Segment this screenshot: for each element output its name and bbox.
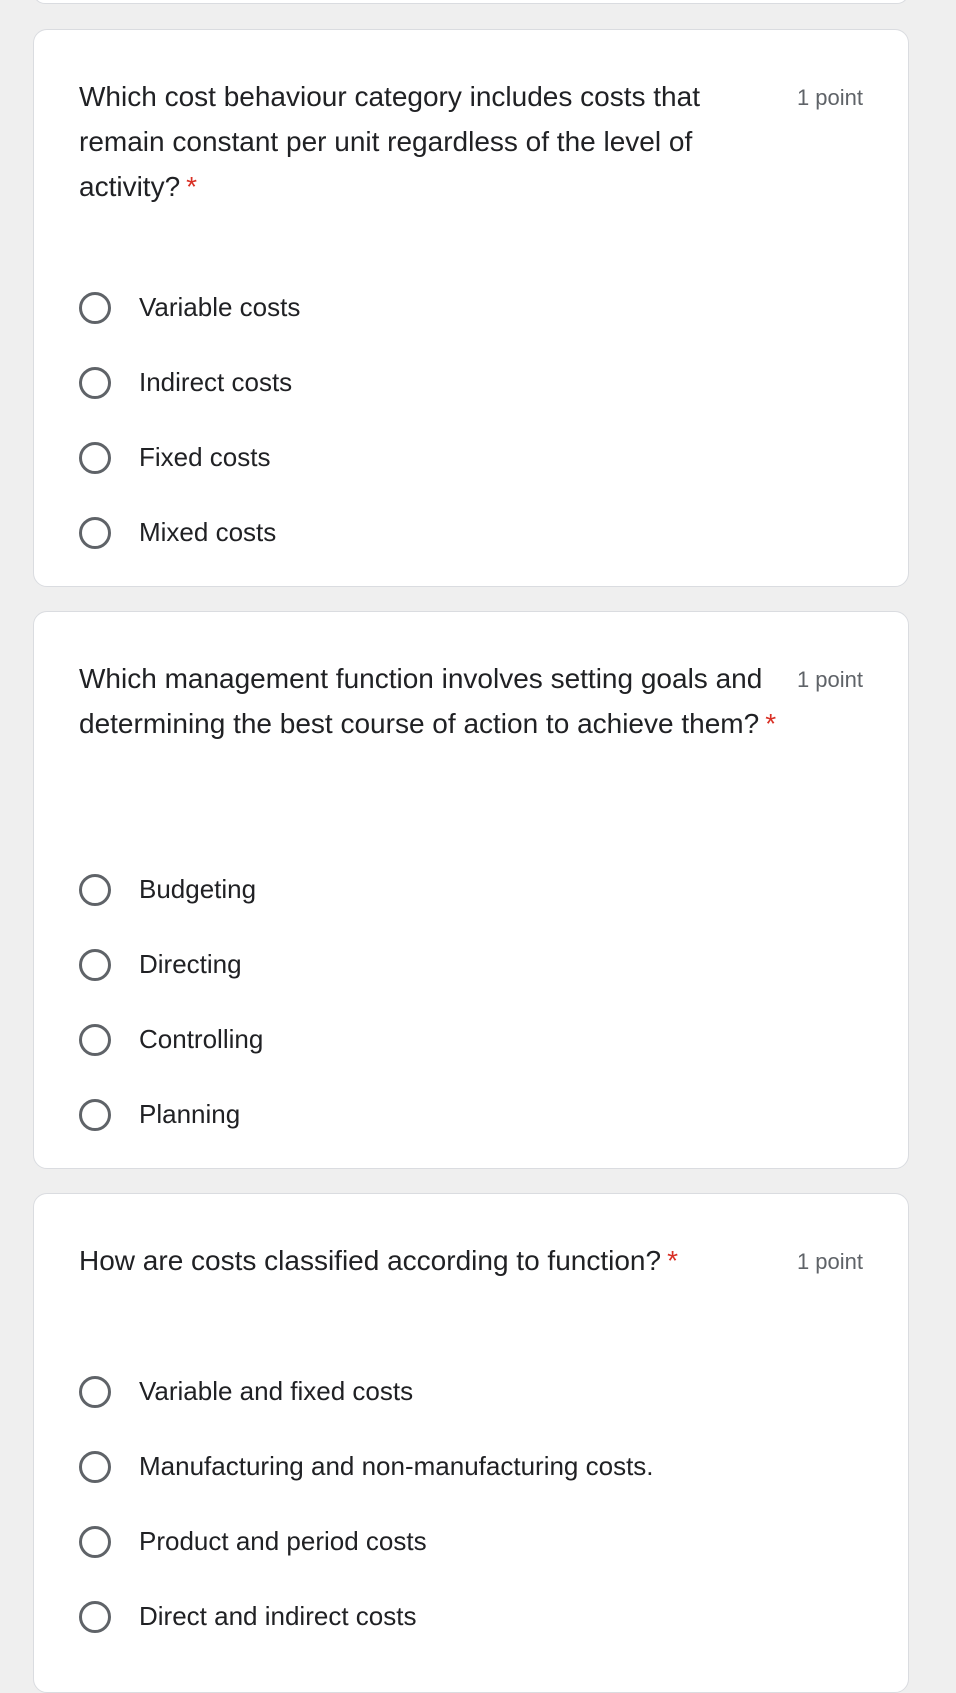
question-title: How are costs classified according to function? *: [79, 1245, 678, 1276]
option-label: Directing: [139, 949, 242, 979]
option-planning[interactable]: [79, 1077, 868, 1152]
radio-button[interactable]: [79, 442, 111, 474]
option-label: Variable costs: [139, 292, 301, 322]
radio-button[interactable]: [79, 1526, 111, 1558]
question-header: [34, 30, 908, 209]
question-title: Which management function involves setting goals and determining the best course of action to achieve them? *: [79, 663, 777, 739]
points-label: 1 point: [796, 667, 863, 692]
radio-button[interactable]: [79, 517, 111, 549]
radio-button[interactable]: [79, 292, 111, 324]
option-label: Direct and indirect costs: [139, 1601, 417, 1631]
radio-button[interactable]: [79, 1024, 111, 1056]
radio-button[interactable]: [79, 1451, 111, 1483]
option-direct-and-indirect-costs[interactable]: [79, 1579, 868, 1654]
required-asterisk: *: [667, 1245, 678, 1276]
radio-button[interactable]: [79, 367, 111, 399]
option-mixed-costs[interactable]: [79, 495, 868, 570]
option-label: Mixed costs: [139, 517, 277, 547]
options-list: [79, 270, 868, 570]
option-label: Manufacturing and non-manufacturing costs.: [139, 1451, 654, 1481]
option-label: Fixed costs: [139, 442, 271, 472]
option-variable-costs[interactable]: [79, 270, 868, 345]
option-manufacturing-costs[interactable]: [79, 1429, 868, 1504]
question-header: [34, 1194, 908, 1283]
option-fixed-costs[interactable]: [79, 420, 868, 495]
radio-button[interactable]: [79, 1099, 111, 1131]
options-list: [79, 852, 868, 1152]
radio-button[interactable]: [79, 874, 111, 906]
option-label: Controlling: [139, 1024, 264, 1054]
question-card-1: [33, 29, 909, 587]
option-label: Indirect costs: [139, 367, 293, 397]
option-label: Variable and fixed costs: [139, 1376, 414, 1406]
option-label: Product and period costs: [139, 1526, 427, 1556]
points-label: 1 point: [796, 1249, 863, 1274]
required-asterisk: *: [186, 171, 198, 202]
question-card-3: [33, 1193, 909, 1693]
radio-button[interactable]: [79, 949, 111, 981]
option-controlling[interactable]: [79, 1002, 868, 1077]
radio-button[interactable]: [79, 1376, 111, 1408]
previous-question-card: [33, 0, 909, 4]
required-asterisk: *: [765, 708, 777, 739]
question-title: Which cost behaviour category includes costs that remain constant per unit regardless of the level of activity? *: [79, 81, 700, 202]
radio-button[interactable]: [79, 1601, 111, 1633]
option-indirect-costs[interactable]: [79, 345, 868, 420]
option-product-and-period-costs[interactable]: [79, 1504, 868, 1579]
option-variable-and-fixed-costs[interactable]: [79, 1354, 868, 1429]
question-header: [34, 612, 908, 746]
options-list: [79, 1354, 868, 1654]
option-budgeting[interactable]: [79, 852, 868, 927]
option-label: Budgeting: [139, 874, 257, 904]
question-card-2: [33, 611, 909, 1169]
option-label: Planning: [139, 1099, 241, 1129]
points-label: 1 point: [796, 85, 863, 110]
option-directing[interactable]: [79, 927, 868, 1002]
